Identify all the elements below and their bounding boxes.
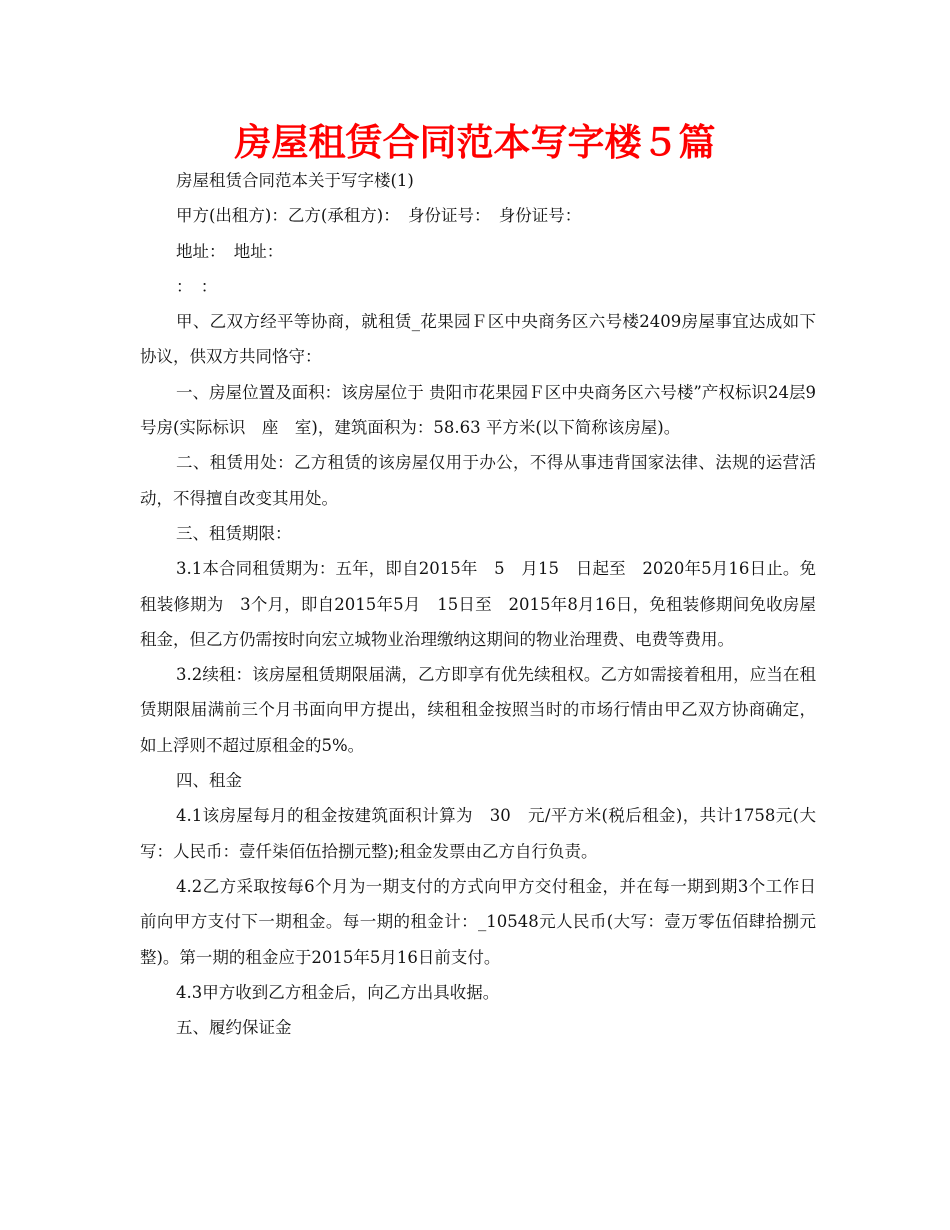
paragraph-clause-3-2: 3.2续租：该房屋租赁期限届满，乙方即享有优先续租权。乙方如需接着租用，应当在租赁期限届满前三个月书面向甲方提出，续租租金按照当时的市场行情由甲乙双方协商确定，如上浮则不超过原租金的5%。	[140, 665, 816, 755]
document-body	[140, 163, 816, 1045]
paragraph-blank-fields: ： ：	[176, 276, 218, 296]
paragraph-clause-4-2: 4.2乙方采取按每6个月为一期支付的方式向甲方交付租金，并在每一期到期3个工作日前向甲方支付下一期租金。每一期的租金计：_10548元人民币(大写：壹万零伍佰肆拾捌元整)。第一期的租金应于2015年5月16日前支付。	[140, 876, 816, 967]
paragraph-clause-3-heading: 三、租赁期限：	[176, 523, 292, 543]
paragraph-clause-4-1: 4.1该房屋每月的租金按建筑面积计算为 30 元/平方米(税后租金)，共计1758元(大写：人民币：壹仟柒佰伍拾捌元整);租金发票由乙方自行负责。	[140, 806, 816, 861]
paragraph-preamble: 甲、乙双方经平等协商，就租赁_花果园Ｆ区中央商务区六号楼2409房屋事宜达成如下协议，供双方共同恪守：	[140, 312, 816, 367]
paragraph-clause-4-heading: 四、租金	[176, 771, 242, 791]
paragraph-clause-3-1: 3.1本合同租赁期为：五年，即自2015年 5 月15 日起至 2020年5月16日止。免租装修期为 3个月，即自2015年5月 15日至 2015年8月16日，免租装修期间免收房屋租金，但乙方仍需按时向宏立城物业治理缴纳这期间的物业治理费、电费等费用。	[140, 559, 816, 649]
paragraph-clause-2: 二、租赁用处：乙方租赁的该房屋仅用于办公，不得从事违背国家法律、法规的运营活动，不得擅自改变其用处。	[140, 453, 816, 508]
paragraph-subtitle: 房屋租赁合同范本关于写字楼(1)	[176, 171, 414, 190]
paragraph-clause-5-heading: 五、履约保证金	[176, 1018, 292, 1038]
document-title: 房屋租赁合同范本写字楼５篇	[234, 121, 716, 164]
paragraph-clause-1: 一、房屋位置及面积：该房屋位于 贵阳市花果园Ｆ区中央商务区六号楼”产权标识24层9号房(实际标识 座 室)，建筑面积为：58.63 平方米(以下简称该房屋)。	[140, 382, 816, 438]
paragraph-address: 地址： 地址：	[176, 241, 284, 261]
paragraph-clause-4-3: 4.3甲方收到乙方租金后，向乙方出具收据。	[176, 982, 500, 1002]
paragraph-parties: 甲方(出租方)：乙方(承租方)： 身份证号： 身份证号：	[176, 206, 582, 226]
